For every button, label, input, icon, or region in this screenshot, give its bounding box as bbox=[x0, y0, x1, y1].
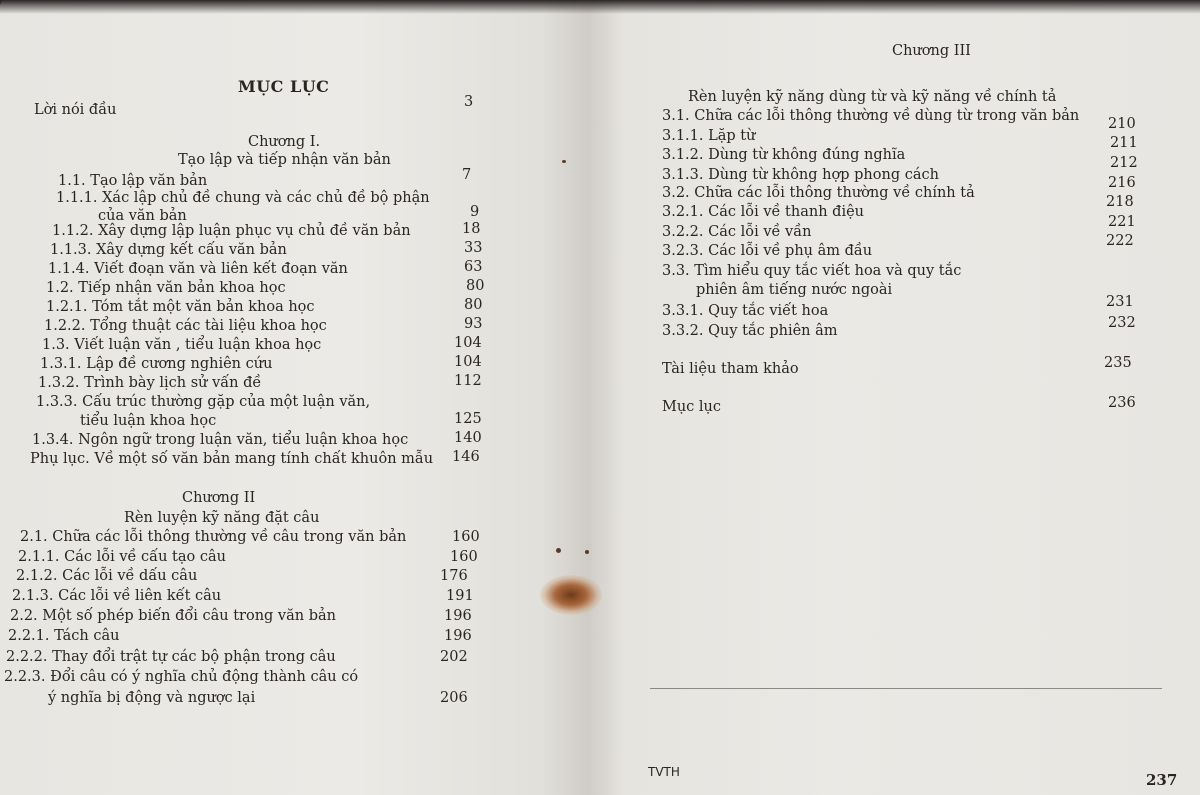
toc-entry-references: Tài liệu tham khảo bbox=[662, 361, 799, 377]
toc-page: 176 bbox=[440, 568, 468, 584]
toc-page: 206 bbox=[440, 690, 468, 706]
chapter-1-subtitle: Tạo lập và tiếp nhận văn bản bbox=[178, 152, 391, 168]
toc-entry: 1.3. Viết luận văn , tiểu luận khoa học bbox=[42, 337, 322, 353]
toc-entry: 1.1.3. Xây dựng kết cấu văn bản bbox=[50, 242, 287, 258]
toc-page-preface: 3 bbox=[464, 94, 474, 110]
toc-entry: 2.1.1. Các lỗi về cấu tạo câu bbox=[18, 549, 226, 565]
toc-entry: tiểu luận khoa học bbox=[80, 413, 217, 429]
toc-entry: 3.1.2. Dùng từ không đúng nghĩa bbox=[662, 147, 906, 163]
toc-page: 125 bbox=[454, 411, 482, 427]
toc-entry-contents: Mục lục bbox=[662, 399, 722, 415]
toc-page-references: 235 bbox=[1104, 355, 1132, 371]
page-number: 237 bbox=[1146, 771, 1178, 789]
toc-page: 63 bbox=[464, 259, 483, 275]
toc-entry: phiên âm tiếng nước ngoài bbox=[696, 282, 893, 298]
toc-entry: 3.1.3. Dùng từ không hợp phong cách bbox=[662, 167, 939, 183]
toc-page: 7 bbox=[462, 167, 472, 183]
toc-entry: 1.3.4. Ngôn ngữ trong luận văn, tiểu luận khoa học bbox=[32, 432, 409, 448]
toc-entry: 1.3.2. Trình bày lịch sử vấn đề bbox=[38, 375, 262, 391]
toc-entry: 3.2. Chữa các lỗi thông thường về chính tả bbox=[662, 185, 975, 201]
toc-entry: 1.1.4. Viết đoạn văn và liên kết đoạn văn bbox=[48, 261, 348, 277]
toc-entry: 2.2.3. Đổi câu có ý nghĩa chủ động thành câu có bbox=[4, 669, 359, 685]
toc-entry: 3.3.2. Quy tắc phiên âm bbox=[662, 323, 838, 339]
toc-page: 18 bbox=[462, 221, 481, 237]
toc-page: 218 bbox=[1106, 194, 1134, 210]
chapter-2-subtitle: Rèn luyện kỹ năng đặt câu bbox=[124, 510, 320, 526]
toc-entry: 1.3.1. Lập đề cương nghiên cứu bbox=[40, 356, 273, 372]
toc-entry: 1.2. Tiếp nhận văn bản khoa học bbox=[46, 280, 286, 296]
stain-spot bbox=[556, 548, 561, 553]
toc-page: 160 bbox=[450, 549, 478, 565]
toc-entry: Phụ lục. Về một số văn bản mang tính chất khuôn mẫu bbox=[30, 451, 434, 467]
toc-entry: 3.3. Tìm hiểu quy tắc viết hoa và quy tắc bbox=[662, 263, 962, 279]
toc-entry: 3.2.2. Các lỗi về vần bbox=[662, 224, 812, 240]
toc-entry: 2.2.1. Tách câu bbox=[8, 628, 120, 644]
toc-entry: 1.2.2. Tổng thuật các tài liệu khoa học bbox=[44, 318, 327, 334]
toc-page: 191 bbox=[446, 588, 474, 604]
toc-page: 210 bbox=[1108, 116, 1136, 132]
toc-entry: 3.1.1. Lặp từ bbox=[662, 128, 756, 144]
toc-page: 9 bbox=[470, 204, 480, 220]
stain-spot bbox=[585, 550, 589, 554]
left-page bbox=[0, 0, 588, 795]
burn-mark bbox=[540, 575, 602, 615]
toc-page: 212 bbox=[1110, 155, 1138, 171]
stain-spot bbox=[562, 160, 566, 163]
toc-entry: 2.1.3. Các lỗi về liên kết câu bbox=[12, 588, 222, 604]
toc-entry: 3.1. Chữa các lỗi thông thường về dùng từ trong văn bản bbox=[662, 108, 1080, 124]
toc-entry: 3.3.1. Quy tắc viết hoa bbox=[662, 303, 829, 319]
toc-page: 216 bbox=[1108, 175, 1136, 191]
toc-page: 104 bbox=[454, 335, 482, 351]
toc-page: 93 bbox=[464, 316, 483, 332]
toc-entry: 1.1.2. Xây dựng lập luận phục vụ chủ đề văn bản bbox=[52, 223, 411, 239]
toc-page: 104 bbox=[454, 354, 482, 370]
right-page bbox=[588, 0, 1200, 795]
toc-entry: 2.2. Một số phép biến đổi câu trong văn bản bbox=[10, 608, 336, 624]
toc-page: 222 bbox=[1106, 233, 1134, 249]
chapter-3-subtitle: Rèn luyện kỹ năng dùng từ và kỹ năng về chính tả bbox=[688, 89, 1057, 105]
toc-page: 146 bbox=[452, 449, 480, 465]
toc-page: 160 bbox=[452, 529, 480, 545]
toc-page: 232 bbox=[1108, 315, 1136, 331]
chapter-1-heading: Chương I. bbox=[248, 134, 321, 150]
toc-page-contents: 236 bbox=[1108, 395, 1136, 411]
footer-text: TVTH bbox=[648, 765, 680, 779]
toc-entry: 3.2.3. Các lỗi về phụ âm đầu bbox=[662, 243, 873, 259]
toc-entry-preface: Lời nói đầu bbox=[34, 102, 117, 118]
toc-entry: của văn bản bbox=[98, 208, 187, 224]
toc-page: 80 bbox=[464, 297, 483, 313]
chapter-2-heading: Chương II bbox=[182, 490, 256, 506]
toc-page: 211 bbox=[1110, 135, 1138, 151]
toc-page: 196 bbox=[444, 608, 472, 624]
toc-entry: 2.2.2. Thay đổi trật tự các bộ phận trong câu bbox=[6, 649, 336, 665]
toc-page: 221 bbox=[1108, 214, 1136, 230]
chapter-3-heading: Chương III bbox=[892, 43, 971, 59]
toc-entry: 2.1. Chữa các lỗi thông thường về câu trong văn bản bbox=[20, 529, 407, 545]
toc-title: MỤC LỤC bbox=[238, 77, 330, 96]
toc-entry: 1.1.1. Xác lập chủ đề chung và các chủ đề bộ phận bbox=[56, 190, 430, 206]
toc-page: 202 bbox=[440, 649, 468, 665]
toc-page: 33 bbox=[464, 240, 483, 256]
toc-page: 140 bbox=[454, 430, 482, 446]
toc-page: 196 bbox=[444, 628, 472, 644]
toc-entry: ý nghĩa bị động và ngược lại bbox=[48, 690, 256, 706]
toc-entry: 1.1. Tạo lập văn bản bbox=[58, 173, 208, 189]
toc-page: 231 bbox=[1106, 294, 1134, 310]
toc-entry: 2.1.2. Các lỗi về dấu câu bbox=[16, 568, 198, 584]
toc-entry: 1.2.1. Tóm tắt một văn bản khoa học bbox=[46, 299, 315, 315]
footer-rule bbox=[650, 688, 1162, 689]
toc-entry: 1.3.3. Cấu trúc thường gặp của một luận văn, bbox=[36, 394, 371, 410]
toc-entry: 3.2.1. Các lỗi về thanh điệu bbox=[662, 204, 864, 220]
toc-page: 112 bbox=[454, 373, 482, 389]
toc-page: 80 bbox=[466, 278, 485, 294]
